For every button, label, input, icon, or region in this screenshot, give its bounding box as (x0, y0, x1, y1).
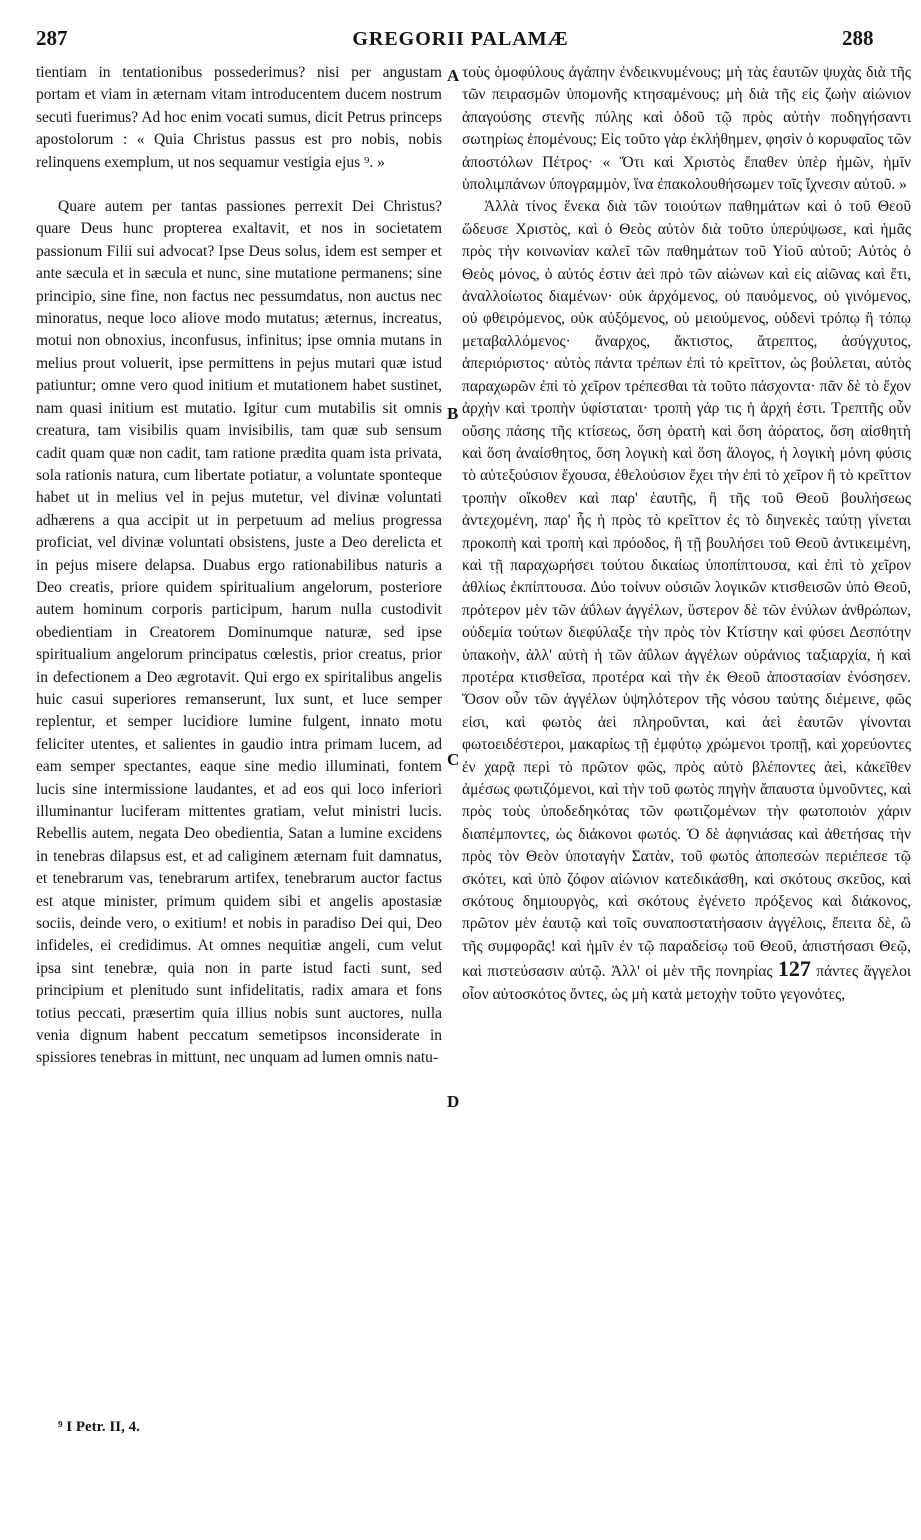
margin-letter-a: A (447, 66, 460, 85)
page-number-left: 287 (36, 26, 68, 50)
greek-paragraph-2-end: πάντες ἄγγελοι οἷον αὐτοσκότος ὄντες, ὡς μὴ κατὰ μετοχὴν τοῦτο γεγονότες, (462, 963, 911, 1003)
latin-paragraph-1: tientiam in tentationibus possederimus? nisi per angustam portam et viam in æternam vitam introducentem ducem nostrum secuti fuerimus? Ad hoc enim vocati sumus, dicit Petrus princeps apostolorum : « Quia Christus passus est pro nobis, nobis relinquens exemplum, ut nos sequamur vestigia ejus ⁹. » (36, 64, 442, 171)
margin-letter-c: C (447, 750, 460, 769)
paragraph-gap (36, 174, 442, 196)
column-number: 127 (777, 956, 811, 982)
greek-paragraph-2-text: Ἀλλὰ τίνος ἕνεκα διὰ τῶν τοιούτων παθημάτων καὶ ὁ τοῦ Θεοῦ ὥδευσε Χριστὸς, καὶ ὁ Θεὸς αὐτὸν διὰ τοῦτο ὑπερύψωσε, καὶ ἡμᾶς πρὸς τὴν κοινωνίαν καλεῖ τῶν παθημάτων τοῦ Υἱοῦ αὐτοῦ; Αὐτὸς ὁ Θεὸς μόνος, ὁ αὐτός ἐστιν ἀεὶ πρὸ τῶν αἰώνων καὶ εἰς αἰῶνας καὶ ἔτι, ἀναλλοίωτος διαμένων· οὐκ ἀρχόμενος, οὐ παυόμενος, οὐ γινόμενος, οὐ φθειρόμενος, οὐκ αὐξόμενος, οὐ μειούμενος, οὐδενὶ τρόπῳ ἢ τόπῳ μεταβαλλόμενος· ἄναρχος, ἄκτιστος, ἄτρεπτος, ἀσύγχυτος, ἀπεριόριστος· αὐτὸς πάντα τρέπων ἐπὶ τὸ κρεῖττον, ὡς βούλεται, αὐτὸς παραχωρῶν ἐπὶ τὸ χεῖρον τρέπεσθαι τὰ τοῦτο πάσχοντα· πᾶν δὲ τὸ ἔχον ἀρχὴν καὶ τροπὴν ὑφίσταται· τροπὴ γάρ τις ἡ ἀρχή ἐστι. Τρεπτῆς οὖν οὔσης πάσης τῆς κτίσεως, ὅση ὁρατὴ καὶ ὅση ἀόρατος, ὅση αἰσθητὴ καὶ ὅση ἀναίσθητος, ὅση λογικὴ καὶ ὅση ἄλογος, ἡ λογικὴ μόνη φύσις τὸ αὐτεξούσιον ἔχουσα, ἐθελούσιον ἔχει τὴν ἐπὶ τὸ χεῖρον ἢ τὸ κρεῖττον τροπὴν οἴκοθεν καὶ παρ' ἑαυτῆς, ἢ τῆς τοῦ Θεοῦ βουλήσεως ἀντεχομένη, παρ' ἧς ἡ πρὸς τὸ κρεῖττον ἐς τὸ διηνεκὲς ταύτῃ γίνεται προκοπὴ καὶ τροπὴ καὶ πρόοδος, ἢ τῇ βουλήσει τοῦ Θεοῦ ἀντικειμένη, καὶ τῇ παραχωρήσει τούτου δικαίως ὑποπίπτουσα, καὶ ἐπὶ τὸ χεῖρον ἀθλίως ἐκπίπτουσα. Δύο τοίνυν οὐσιῶν λογικῶν κτισθεισῶν ὑπὸ Θεοῦ, πρότερον μὲν τῶν ἀΰλων ἀγγέλων, ὕστερον δὲ τῶν ἐνύλων ἀνθρώπων, οὐδεμία τούτων διεφύλαξε τὴν πρὸς τὸν Κτίστην καὶ φύσει Δεσπότην ὑπακοὴν, ἀλλ' αὐτὴ ἡ τῶν ἀΰλων ἀγγέλων οὐράνιος ταξιαρχία, ἡ καὶ προτέρα κτισθεῖσα, προτέρα καὶ τὴν ἐκ Θεοῦ ἀποστασίαν ἐνόσησεν. Ὅσον οὖν τῶν ἀγγέλων ὑψηλότερον τῆς νόσου ταύτης διέμεινε, φῶς εἰσι, καὶ φωτὸς ἀεὶ πληροῦνται, καὶ ἀεὶ ἑαυτῶν γίνονται φωτοειδέστεροι, μακαρίως τῇ ἐμφύτῳ χρώμενοι τροπῇ, καὶ χορεύοντες ἐν χαρᾷ περὶ τὸ πρῶτον φῶς, πρὸς αὐτὸ βλέποντες ἀεὶ, κἀκεῖθεν ἀμέσως φωτιζόμενοι, καὶ τὴν τοῦ φωτὸς πηγὴν ἄπαυστα ὑμνοῦντες, καὶ πρὸς τοὺς ὑποδεδηκότας τῶν φωτιζομένων τὴν φωτοποιὸν χάριν διαπέμποντες, ὡς διάκονοι φωτός. Ὁ δὲ ἀφηνιάσας καὶ ἀθετήσας τὴν πρὸς τὸν Θεὸν ὑποταγὴν Σατὰν, τοῦ φωτὸς ἀποπεσὼν περιέπεσε τῷ σκότει, καὶ ὑπὸ ζόφον αἰώνιον κατεδικάσθη, καὶ σκότους σκεῦος, καὶ σκότους δημιουργὸς, καὶ σκότους ἐγένετο πρόξενος καὶ διάκονος, πρῶτον μὲν ἑαυτῷ καὶ τοῖς συναποστατήσασιν ἀγγέλοις, ἔπειτα δὲ, ὢ τῆς συμφορᾶς! καὶ ἡμῖν ἐν τῷ παραδείσῳ τοῦ Θεοῦ, ἀπιστήσασι Θεῷ, καὶ πιστεύσασιν αὐτῷ. Ἀλλ' οἱ μὲν τῆς πονηρίας (462, 198, 911, 981)
latin-paragraph-2: Quare autem per tantas passiones perrexit Dei Christus? quare Deus hunc propterea exaltavit, et nos in societatem passionum Filii sui advocat? Ipse Deus solus, idem est semper et ante sæcula et in sæcula et nunc, sine mutatione permanens; sine principio, sine fine, non factus nec pessumdatus, non auctus nec minoratus, neque loco aliove modo mutatus; æternus, increatus, motui non obnoxius, inconfusus, infinitus; ipse omnia mutans in melius prout voluerit, ipse permittens in pejus mutari quæ istud patiuntur; omne vero quod initium et mutationem habet sustinet, nam quasi initium est mutatio. Igitur cum mutabilis sit omnis creatura, tam visibilis quam invisibilis, tam quæ sub sensum cadit quam quæ non cadit, tam ratione prædita quam ista privata, sola rationis natura, cum libertate potiatur, a voluntate sponteque habet ut in melius vel in pejus mutetur, vel divinæ voluntati adhærens a qua accipit ut in perpetuum ad melius progressa proficiat, vel divinæ voluntati obsistens, juste a Deo derelicta et in pejus misere delapsa. Duabus ergo rationabilibus naturis a Deo creatis, priore quidem spiritualium angelorum, posteriore autem hominum corporis participum, harum nulla custodivit obedientiam in Creatorem Dominumque naturæ, sed ipse spiritualium angelorum principatus cœlestis, prior creatus, prior in defectionem a Deo ægrotavit. Qui ergo ex spiritalibus angelis huic casui superiores remanserunt, lux sunt, et luce semper replentur, et semper lucidiore lumine fulgent, innato motu feliciter utentes, et salientes in gaudio intra primam lucem, ad eam semper spectantes, eaque sine medio illuminati, fontem lucis sine intermissione laudantes, et ad eos qui loco inferiori illuminantur luciferam mittentes gratiam, velut ministri lucis. Rebellis autem, negata Deo obedientia, Satan a lumine excidens in tenebras dilapsus est, et ad caliginem æternam fuit damnatus, et tenebrarum vas, tenebrarum artifex, tenebrarum auctor factus est atque minister, primum quidem sibi et angelis apostasiæ sociis, deinde vero, o exitium! et nobis in paradiso Dei qui, Deo infideles, ei credidimus. At omnes nequitiæ angeli, cum velut ipsa sint tenebræ, quia non in parte istud facti sunt, sed principium et plenitudo sunt infidelitatis, radix amara et fons totius peccati, præsertim quia illius nobis sunt auctores, nulla venia dignum habent peccatum semetipsos inconsiderate in spissiores tenebras in mittunt, nec unquam ad lumen omnis natu- (36, 198, 442, 1067)
footnote: ⁹ I Petr. II, 4. (58, 1419, 140, 1435)
margin-letter-b: B (447, 404, 459, 423)
greek-paragraph-1: τοὺς ὁμοφύλους ἀγάπην ἐνδεικνυμένους; μὴ τὰς ἑαυτῶν ψυχὰς διὰ τῆς τῶν πειρασμῶν ὑπομονῆς κτησαμένους; μὴ διὰ τῆς εἰς ζωὴν αἰώνιον ἀπαγούσης στενῆς πύλης καὶ ὁδοῦ τῷ πρὸς αὐτὴν ποδηγήσαντι σωτηρίως ἑπομένους; Εἰς τοῦτο γὰρ ἐκλήθημεν, φησὶν ὁ κορυφαῖος τῶν ἀποστόλων Πέτρος· « Ὅτι καὶ Χριστὸς ἔπαθεν ὑπὲρ ἡμῶν, ἡμῖν ὑπολιμπάνων ὑπογραμμὸν, ἵνα ἐπακολουθήσωμεν τοῖς ἴχνεσιν αὐτοῦ. » (462, 64, 911, 194)
greek-paragraph-2 (462, 196, 911, 1006)
greek-column (462, 62, 911, 1006)
margin-letter-d: D (447, 1092, 460, 1111)
latin-column (36, 62, 442, 1070)
page-number-right: 288 (842, 26, 874, 50)
running-title: GREGORII PALAMÆ (352, 28, 569, 50)
